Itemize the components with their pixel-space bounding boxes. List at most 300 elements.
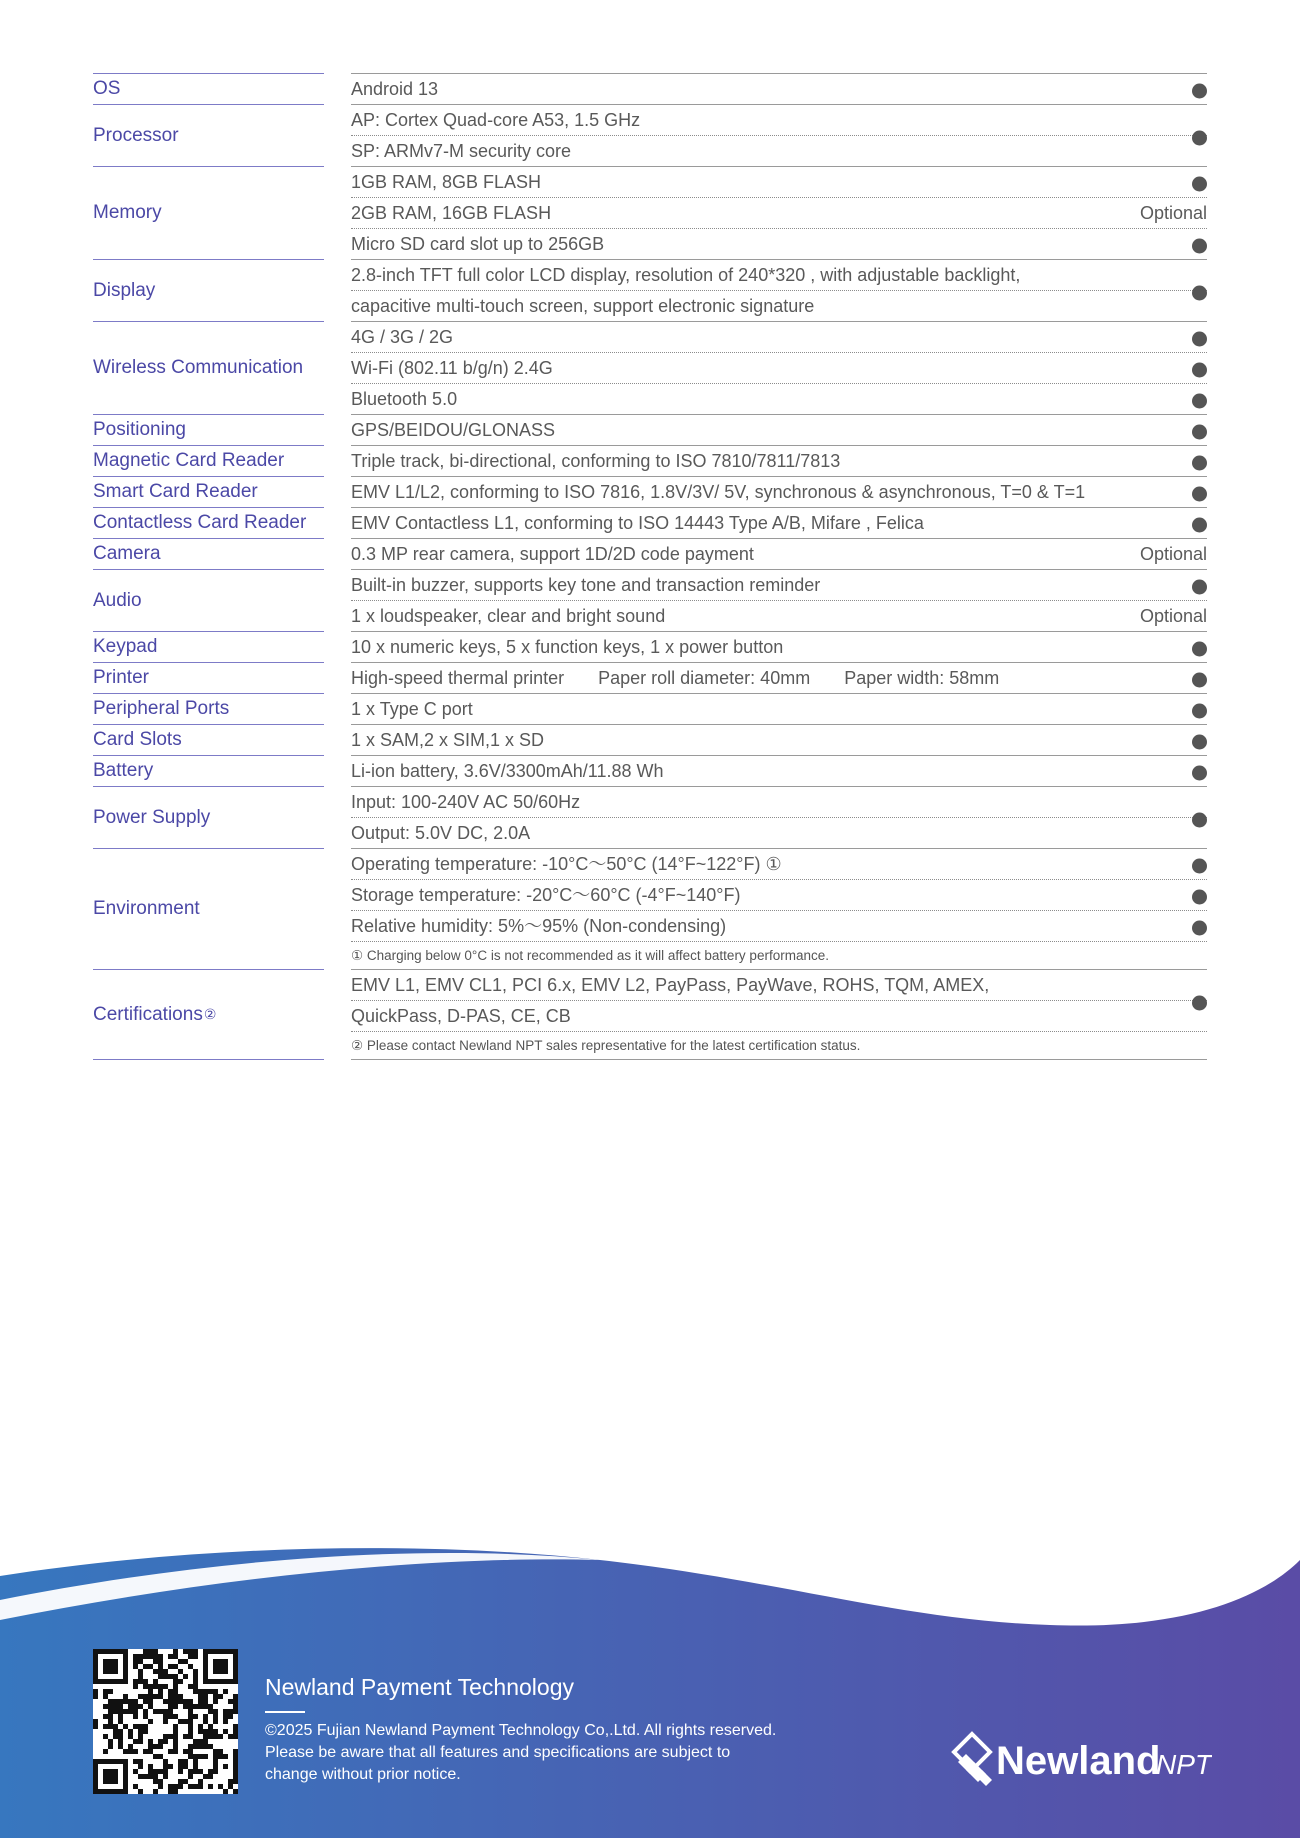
spec-value-line bbox=[351, 817, 1207, 848]
qr-module bbox=[143, 1699, 148, 1704]
qr-module bbox=[133, 1724, 138, 1729]
spec-label bbox=[93, 969, 324, 1059]
qr-module bbox=[208, 1689, 213, 1694]
supported-dot-icon bbox=[1192, 735, 1207, 750]
qr-module bbox=[93, 1719, 98, 1724]
qr-module bbox=[193, 1654, 198, 1659]
qr-module bbox=[128, 1734, 133, 1739]
qr-module bbox=[153, 1779, 158, 1784]
qr-module bbox=[138, 1734, 143, 1739]
qr-module bbox=[173, 1729, 178, 1734]
spec-value-text: Built-in buzzer, supports key tone and transaction reminder bbox=[351, 575, 821, 595]
qr-module bbox=[173, 1649, 178, 1654]
spec-values bbox=[351, 724, 1207, 755]
qr-module bbox=[193, 1649, 198, 1654]
spec-value-line bbox=[351, 74, 1207, 104]
optional-label: Optional bbox=[1139, 544, 1207, 564]
spec-value-line bbox=[351, 632, 1207, 662]
supported-dot-icon bbox=[1192, 130, 1207, 145]
qr-module bbox=[153, 1774, 158, 1779]
spec-values bbox=[351, 755, 1207, 786]
qr-module bbox=[123, 1699, 128, 1704]
qr-module bbox=[143, 1654, 148, 1659]
qr-module bbox=[103, 1714, 108, 1719]
spec-value-line bbox=[351, 725, 1207, 755]
spec-table-end-rule bbox=[93, 1059, 1207, 1060]
spec-label bbox=[93, 73, 324, 104]
qr-module bbox=[108, 1744, 113, 1749]
spec-label-text: Camera bbox=[93, 543, 161, 564]
qr-module bbox=[173, 1694, 178, 1699]
qr-module bbox=[113, 1734, 118, 1739]
qr-module bbox=[203, 1754, 208, 1759]
qr-module bbox=[233, 1704, 238, 1709]
qr-module bbox=[158, 1739, 163, 1744]
qr-module bbox=[158, 1659, 163, 1664]
qr-module bbox=[188, 1654, 193, 1659]
qr-module bbox=[163, 1769, 168, 1774]
qr-module bbox=[153, 1754, 158, 1759]
qr-module bbox=[148, 1699, 153, 1704]
qr-module bbox=[158, 1744, 163, 1749]
spec-value-line bbox=[351, 663, 1207, 693]
spec-value-text: 1GB RAM, 8GB FLASH bbox=[351, 172, 542, 192]
spec-value-text: 1 x Type C port bbox=[351, 699, 473, 719]
qr-module bbox=[158, 1769, 163, 1774]
qr-module bbox=[138, 1674, 143, 1679]
qr-module bbox=[203, 1729, 208, 1734]
spec-value-text: 10 x numeric keys, 5 x function keys, 1 x power button bbox=[351, 637, 784, 657]
qr-module bbox=[113, 1729, 118, 1734]
qr-module bbox=[158, 1689, 163, 1694]
qr-module bbox=[158, 1754, 163, 1759]
qr-module bbox=[208, 1734, 213, 1739]
qr-module bbox=[183, 1759, 188, 1764]
qr-module bbox=[153, 1669, 158, 1674]
spec-value-text: 2GB RAM, 16GB FLASH bbox=[351, 203, 552, 223]
supported-dot-icon bbox=[1192, 238, 1207, 253]
qr-module bbox=[133, 1654, 138, 1659]
qr-module bbox=[213, 1694, 218, 1699]
qr-module bbox=[183, 1649, 188, 1654]
supported-dot-icon bbox=[1192, 766, 1207, 781]
supported-dot-icon bbox=[1192, 177, 1207, 192]
spec-values bbox=[351, 73, 1207, 104]
qr-module bbox=[193, 1714, 198, 1719]
qr-module bbox=[178, 1679, 183, 1684]
spec-value-text: Input: 100-240V AC 50/60Hz bbox=[351, 792, 581, 812]
logo-wordmark: Newland bbox=[996, 1739, 1161, 1783]
spec-value-text: Li-ion battery, 3.6V/3300mAh/11.88 Wh bbox=[351, 761, 664, 781]
qr-module bbox=[183, 1674, 188, 1679]
footer-legal-text bbox=[265, 1720, 825, 1786]
qr-module bbox=[198, 1724, 203, 1729]
qr-module bbox=[123, 1749, 128, 1754]
qr-module bbox=[108, 1719, 113, 1724]
spec-label bbox=[93, 321, 324, 414]
qr-module bbox=[198, 1784, 203, 1789]
spec-label-text: Display bbox=[93, 279, 156, 301]
qr-module bbox=[113, 1699, 118, 1704]
qr-module bbox=[188, 1684, 193, 1689]
qr-module bbox=[103, 1689, 108, 1694]
qr-module bbox=[218, 1749, 223, 1754]
qr-module bbox=[208, 1784, 213, 1789]
qr-module bbox=[233, 1759, 238, 1764]
qr-module bbox=[163, 1684, 168, 1689]
spec-label bbox=[93, 507, 324, 538]
qr-module bbox=[103, 1694, 108, 1699]
spec-values bbox=[351, 786, 1207, 848]
qr-module bbox=[123, 1694, 128, 1699]
qr-module bbox=[133, 1759, 138, 1764]
qr-module bbox=[188, 1749, 193, 1754]
qr-module bbox=[213, 1734, 218, 1739]
qr-module bbox=[208, 1709, 213, 1714]
spec-values bbox=[351, 538, 1207, 569]
qr-module bbox=[148, 1764, 153, 1769]
qr-module bbox=[168, 1704, 173, 1709]
qr-module bbox=[228, 1699, 233, 1704]
spec-label-text: Memory bbox=[93, 202, 162, 223]
spec-label-text: Magnetic Card Reader bbox=[93, 450, 285, 471]
spec-value-text: QuickPass, D-PAS, CE, CB bbox=[351, 1006, 571, 1026]
qr-module bbox=[233, 1789, 238, 1794]
qr-module bbox=[213, 1749, 218, 1754]
qr-module bbox=[138, 1654, 143, 1659]
supported-dot-icon bbox=[1192, 487, 1207, 502]
spec-values bbox=[351, 693, 1207, 724]
qr-module bbox=[228, 1709, 233, 1714]
qr-module bbox=[153, 1679, 158, 1684]
qr-module bbox=[208, 1774, 213, 1779]
qr-finder bbox=[103, 1659, 118, 1674]
qr-module bbox=[138, 1669, 143, 1674]
qr-module bbox=[203, 1704, 208, 1709]
qr-module bbox=[133, 1709, 138, 1714]
qr-module bbox=[193, 1669, 198, 1674]
qr-module bbox=[168, 1734, 173, 1739]
spec-label bbox=[93, 569, 324, 631]
spec-values bbox=[351, 507, 1207, 538]
spec-label bbox=[93, 445, 324, 476]
spec-value-line bbox=[351, 135, 1207, 166]
rule bbox=[351, 1059, 1207, 1060]
supported-dot-icon bbox=[1192, 995, 1207, 1010]
qr-module bbox=[193, 1739, 198, 1744]
spec-value-line bbox=[351, 910, 1207, 941]
qr-module bbox=[183, 1779, 188, 1784]
qr-module bbox=[133, 1664, 138, 1669]
qr-module bbox=[133, 1684, 138, 1689]
spec-values bbox=[351, 848, 1207, 969]
qr-module bbox=[198, 1744, 203, 1749]
qr-module bbox=[218, 1694, 223, 1699]
qr-module bbox=[118, 1729, 123, 1734]
spec-label-text: Printer bbox=[93, 667, 149, 688]
spec-value-line bbox=[351, 260, 1207, 290]
qr-module bbox=[133, 1714, 138, 1719]
qr-module bbox=[188, 1729, 193, 1734]
qr-module bbox=[138, 1694, 143, 1699]
qr-module bbox=[203, 1739, 208, 1744]
qr-module bbox=[93, 1694, 98, 1699]
qr-module bbox=[168, 1654, 173, 1659]
qr-module bbox=[213, 1689, 218, 1694]
qr-module bbox=[188, 1744, 193, 1749]
qr-module bbox=[143, 1649, 148, 1654]
qr-module bbox=[178, 1699, 183, 1704]
qr-module bbox=[183, 1659, 188, 1664]
spec-value-line bbox=[351, 879, 1207, 910]
spec-value-text: ① Charging below 0°C is not recommended as it will affect battery performance. bbox=[351, 948, 829, 963]
qr-module bbox=[173, 1744, 178, 1749]
spec-value-line bbox=[351, 970, 1207, 1000]
qr-module bbox=[188, 1649, 193, 1654]
qr-module bbox=[133, 1659, 138, 1664]
qr-module bbox=[208, 1704, 213, 1709]
qr-module bbox=[193, 1744, 198, 1749]
spec-value-line bbox=[351, 383, 1207, 414]
qr-module bbox=[123, 1709, 128, 1714]
spec-label bbox=[93, 259, 324, 321]
spec-label-text: Power Supply bbox=[93, 806, 211, 828]
qr-module bbox=[233, 1779, 238, 1784]
spec-values bbox=[351, 414, 1207, 445]
qr-module bbox=[158, 1664, 163, 1669]
qr-module bbox=[223, 1729, 228, 1734]
spec-value-line bbox=[351, 352, 1207, 383]
supported-dot-icon bbox=[1192, 889, 1207, 904]
qr-module bbox=[153, 1709, 158, 1714]
spec-value-line bbox=[351, 756, 1207, 786]
qr-module bbox=[173, 1784, 178, 1789]
qr-module bbox=[148, 1654, 153, 1659]
qr-module bbox=[173, 1704, 178, 1709]
qr-module bbox=[213, 1729, 218, 1734]
qr-module bbox=[158, 1654, 163, 1659]
qr-module bbox=[188, 1714, 193, 1719]
qr-module bbox=[148, 1694, 153, 1699]
spec-values bbox=[351, 104, 1207, 166]
qr-module bbox=[188, 1699, 193, 1704]
qr-module bbox=[213, 1764, 218, 1769]
spec-value-text: Android 13 bbox=[351, 79, 439, 99]
spec-values bbox=[351, 445, 1207, 476]
qr-module bbox=[138, 1679, 143, 1684]
supported-dot-icon bbox=[1192, 285, 1207, 300]
spec-footnote bbox=[351, 941, 1207, 969]
spec-label-text: Smart Card Reader bbox=[93, 481, 258, 502]
qr-module bbox=[193, 1764, 198, 1769]
spec-value-line bbox=[351, 322, 1207, 352]
spec-value-part: Paper width: 58mm bbox=[844, 668, 1000, 688]
supported-dot-icon bbox=[1192, 812, 1207, 827]
supported-dot-icon bbox=[1192, 920, 1207, 935]
spec-value-line bbox=[351, 600, 1207, 631]
qr-module bbox=[223, 1719, 228, 1724]
spec-value-line bbox=[351, 105, 1207, 135]
spec-values bbox=[351, 476, 1207, 507]
qr-module bbox=[148, 1689, 153, 1694]
qr-module bbox=[198, 1704, 203, 1709]
qr-module bbox=[188, 1754, 193, 1759]
qr-module bbox=[93, 1689, 98, 1694]
spec-value-text: EMV L1, EMV CL1, PCI 6.x, EMV L2, PayPass, PayWave, ROHS, TQM, AMEX, bbox=[351, 975, 990, 995]
qr-module bbox=[138, 1729, 143, 1734]
qr-module bbox=[143, 1664, 148, 1669]
qr-module bbox=[213, 1719, 218, 1724]
qr-module bbox=[188, 1709, 193, 1714]
qr-module bbox=[193, 1704, 198, 1709]
qr-module bbox=[233, 1734, 238, 1739]
qr-module bbox=[128, 1749, 133, 1754]
spec-value-line bbox=[351, 290, 1207, 321]
qr-module bbox=[213, 1769, 218, 1774]
qr-module bbox=[213, 1699, 218, 1704]
qr-module bbox=[133, 1784, 138, 1789]
spec-value-part: High-speed thermal printer bbox=[351, 668, 565, 688]
spec-value-line bbox=[351, 167, 1207, 197]
footer-line: ©2025 Fujian Newland Payment Technology Co,.Ltd. All rights reserved. bbox=[265, 1722, 777, 1739]
qr-module bbox=[233, 1749, 238, 1754]
supported-dot-icon bbox=[1192, 704, 1207, 719]
spec-value-text: SP: ARMv7-M security core bbox=[351, 141, 572, 161]
qr-module bbox=[233, 1774, 238, 1779]
spec-value-text: Triple track, bi-directional, conforming to ISO 7810/7811/7813 bbox=[351, 451, 841, 471]
qr-module bbox=[188, 1704, 193, 1709]
qr-module bbox=[118, 1719, 123, 1724]
spec-label-text: OS bbox=[93, 78, 121, 99]
qr-module bbox=[148, 1684, 153, 1689]
spec-values bbox=[351, 166, 1207, 259]
qr-module bbox=[193, 1754, 198, 1759]
qr-module bbox=[188, 1724, 193, 1729]
qr-module bbox=[168, 1694, 173, 1699]
spec-label bbox=[93, 693, 324, 724]
spec-value-line bbox=[351, 1000, 1207, 1031]
qr-module bbox=[173, 1664, 178, 1669]
qr-module bbox=[108, 1699, 113, 1704]
qr-module bbox=[168, 1664, 173, 1669]
qr-module bbox=[183, 1749, 188, 1754]
spec-label bbox=[93, 848, 324, 969]
spec-value-line bbox=[351, 477, 1207, 507]
spec-value-text: 0.3 MP rear camera, support 1D/2D code payment bbox=[351, 544, 754, 564]
qr-module bbox=[163, 1669, 168, 1674]
spec-label bbox=[93, 631, 324, 662]
spec-value-line bbox=[351, 415, 1207, 445]
qr-module bbox=[218, 1754, 223, 1759]
supported-dot-icon bbox=[1192, 518, 1207, 533]
spec-value-text: Output: 5.0V DC, 2.0A bbox=[351, 823, 531, 843]
qr-module bbox=[178, 1764, 183, 1769]
qr-module bbox=[198, 1689, 203, 1694]
spec-values bbox=[351, 569, 1207, 631]
qr-module bbox=[128, 1729, 133, 1734]
spec-value-text: capacitive multi-touch screen, support electronic signature bbox=[351, 296, 815, 316]
spec-label bbox=[93, 755, 324, 786]
qr-module bbox=[118, 1739, 123, 1744]
qr-module bbox=[203, 1734, 208, 1739]
spec-values bbox=[351, 662, 1207, 693]
supported-dot-icon bbox=[1192, 362, 1207, 377]
qr-module bbox=[138, 1659, 143, 1664]
qr-module bbox=[143, 1679, 148, 1684]
qr-module bbox=[153, 1744, 158, 1749]
qr-module bbox=[173, 1699, 178, 1704]
spec-label bbox=[93, 662, 324, 693]
qr-module bbox=[153, 1769, 158, 1774]
qr-module bbox=[108, 1704, 113, 1709]
qr-module bbox=[233, 1754, 238, 1759]
qr-module bbox=[223, 1689, 228, 1694]
qr-module bbox=[173, 1674, 178, 1679]
spec-value-line bbox=[351, 197, 1207, 228]
supported-dot-icon bbox=[1192, 425, 1207, 440]
qr-module bbox=[143, 1724, 148, 1729]
spec-value-line bbox=[351, 570, 1207, 600]
qr-code bbox=[93, 1649, 238, 1794]
footer-divider bbox=[265, 1711, 305, 1713]
qr-module bbox=[173, 1679, 178, 1684]
qr-module bbox=[163, 1709, 168, 1714]
qr-module bbox=[133, 1699, 138, 1704]
qr-module bbox=[158, 1779, 163, 1784]
supported-dot-icon bbox=[1192, 673, 1207, 688]
qr-module bbox=[168, 1674, 173, 1679]
qr-module bbox=[133, 1749, 138, 1754]
qr-module bbox=[203, 1714, 208, 1719]
spec-value-text: Relative humidity: 5%～95% (Non-condensing) bbox=[351, 916, 727, 936]
qr-module bbox=[193, 1679, 198, 1684]
qr-module bbox=[178, 1769, 183, 1774]
qr-module bbox=[148, 1749, 153, 1754]
qr-module bbox=[168, 1714, 173, 1719]
spec-values bbox=[351, 969, 1207, 1059]
spec-value-text: EMV Contactless L1, conforming to ISO 14443 Type A/B, Mifare , Felica bbox=[351, 513, 924, 533]
footer-line: change without prior notice. bbox=[265, 1766, 461, 1783]
qr-module bbox=[163, 1764, 168, 1769]
spec-label bbox=[93, 166, 324, 259]
qr-finder bbox=[213, 1659, 228, 1674]
qr-module bbox=[143, 1714, 148, 1719]
qr-module bbox=[93, 1724, 98, 1729]
spec-value-line bbox=[351, 849, 1207, 879]
qr-module bbox=[228, 1734, 233, 1739]
qr-module bbox=[153, 1654, 158, 1659]
newland-logo-icon bbox=[954, 1734, 992, 1786]
qr-module bbox=[208, 1744, 213, 1749]
qr-module bbox=[163, 1674, 168, 1679]
qr-module bbox=[158, 1669, 163, 1674]
qr-module bbox=[228, 1784, 233, 1789]
qr-module bbox=[193, 1689, 198, 1694]
spec-value-line bbox=[351, 539, 1207, 569]
qr-module bbox=[188, 1769, 193, 1774]
qr-module bbox=[108, 1724, 113, 1729]
qr-module bbox=[178, 1759, 183, 1764]
qr-module bbox=[138, 1759, 143, 1764]
qr-module bbox=[193, 1769, 198, 1774]
qr-module bbox=[193, 1684, 198, 1689]
qr-module bbox=[153, 1659, 158, 1664]
qr-module bbox=[148, 1649, 153, 1654]
qr-module bbox=[183, 1734, 188, 1739]
qr-module bbox=[203, 1699, 208, 1704]
qr-module bbox=[178, 1669, 183, 1674]
spec-values bbox=[351, 321, 1207, 414]
